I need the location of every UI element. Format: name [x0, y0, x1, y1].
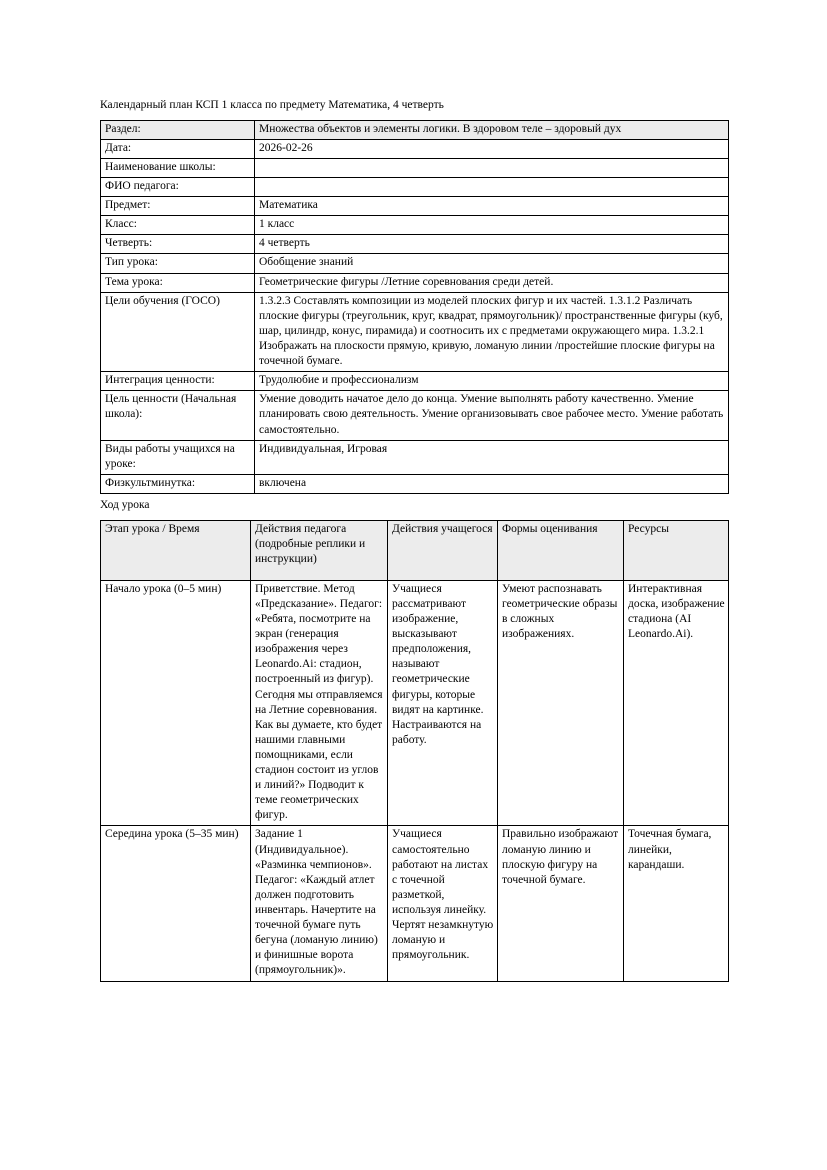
table-row: [101, 216, 729, 235]
flow-cell-stage: Начало урока (0–5 мин): [101, 580, 251, 826]
table-row: [101, 235, 729, 254]
info-row-label: Класс:: [101, 216, 255, 235]
info-row-value: Математика: [255, 197, 729, 216]
info-row-value: [255, 178, 729, 197]
info-row-label: Раздел:: [101, 120, 255, 139]
table-header-row: [101, 520, 729, 580]
info-row-value: 1 класс: [255, 216, 729, 235]
flow-cell-assessment: Умеют распознавать геометрические образы в сложных изображениях.: [498, 580, 624, 826]
table-row: [101, 474, 729, 493]
flow-cell-student-actions: Учащиеся самостоятельно работают на листах с точечной разметкой, используя линейку. Чертят незамкнутую ломаную и прямоугольник.: [388, 826, 498, 981]
flow-cell-student-actions: Учащиеся рассматривают изображение, высказывают предположения, называют геометрические фигуры, которые видят на картинке. Настраиваются на работу.: [388, 580, 498, 826]
page-title: Календарный план КСП 1 класса по предмету Математика, 4 четверть: [100, 99, 444, 111]
table-row: [101, 139, 729, 158]
flow-cell-teacher-actions: Приветствие. Метод «Предсказание». Педагог: «Ребята, посмотрите на экран (генерация изображения через Leonardo.Ai: стадион, построенный из фигур). Сегодня мы отправляемся на Летние соревнования. Как вы думаете, кто будет нашими главными помощниками, если стадион состоит из углов и линий?» Подводит к теме геометрических фигур.: [251, 580, 388, 826]
lesson-info-table: [100, 120, 729, 494]
col-header-stage: Этап урока / Время: [101, 520, 251, 580]
info-row-label: Цель ценности (Начальная школа):: [101, 391, 255, 440]
info-row-value: Обобщение знаний: [255, 254, 729, 273]
table-row: [101, 372, 729, 391]
table-row: [101, 254, 729, 273]
info-row-label: Четверть:: [101, 235, 255, 254]
info-row-label: Виды работы учащихся на уроке:: [101, 440, 255, 474]
col-header-student-actions: Действия учащегося: [388, 520, 498, 580]
flow-cell-stage: Середина урока (5–35 мин): [101, 826, 251, 981]
info-row-value: 1.3.2.3 Составлять композиции из моделей плоских фигур и их частей. 1.3.1.2 Различать плоские фигуры (треугольник, круг, квадрат, прямоугольник)/ пространственные фигуры (куб, шар, цилиндр, конус, пирамида) и соотносить их с предметами окружающего мира. 1.3.2.1 Изображать на плоскости прямую, кривую, ломаную линии /простейшие плоские фигуры на точечной бумаге.: [255, 292, 729, 372]
table-row: [101, 120, 729, 139]
info-row-label: Цели обучения (ГОСО): [101, 292, 255, 372]
info-row-value: 4 четверть: [255, 235, 729, 254]
table-row: [101, 826, 729, 981]
info-row-label: Предмет:: [101, 197, 255, 216]
info-row-label: Тип урока:: [101, 254, 255, 273]
lesson-flow-body: [101, 580, 729, 981]
info-row-value: Геометрические фигуры /Летние соревнования среди детей.: [255, 273, 729, 292]
table-row: [101, 391, 729, 440]
table-row: [101, 197, 729, 216]
col-header-teacher-actions: Действия педагога (подробные реплики и инструкции): [251, 520, 388, 580]
info-row-value: Множества объектов и элементы логики. В здоровом теле – здоровый дух: [255, 120, 729, 139]
table-row: [101, 158, 729, 177]
info-row-label: Наименование школы:: [101, 158, 255, 177]
table-row: [101, 580, 729, 826]
flow-cell-resources: Точечная бумага, линейки, карандаши.: [624, 826, 729, 981]
col-header-assessment: Формы оценивания: [498, 520, 624, 580]
flow-cell-assessment: Правильно изображают ломаную линию и плоскую фигуру на точечной бумаге.: [498, 826, 624, 981]
info-row-label: Дата:: [101, 139, 255, 158]
info-row-value: Индивидуальная, Игровая: [255, 440, 729, 474]
lesson-flow-header: [101, 520, 729, 580]
info-row-label: Физкультминутка:: [101, 474, 255, 493]
info-row-value: [255, 158, 729, 177]
info-row-value: Умение доводить начатое дело до конца. Умение выполнять работу качественно. Умение планировать свою деятельность. Умение организовывать свое рабочее место. Умение работать самостоятельно.: [255, 391, 729, 440]
info-row-label: ФИО педагога:: [101, 178, 255, 197]
info-row-value: включена: [255, 474, 729, 493]
table-row: [101, 273, 729, 292]
flow-cell-resources: Интерактивная доска, изображение стадиона (AI Leonardo.Ai).: [624, 580, 729, 826]
info-row-value: Трудолюбие и профессионализм: [255, 372, 729, 391]
table-row: [101, 178, 729, 197]
info-row-label: Тема урока:: [101, 273, 255, 292]
info-row-label: Интеграция ценности:: [101, 372, 255, 391]
col-header-resources: Ресурсы: [624, 520, 729, 580]
info-row-value: 2026-02-26: [255, 139, 729, 158]
section-heading-lesson-flow: Ход урока: [100, 499, 150, 512]
flow-cell-teacher-actions: Задание 1 (Индивидуальное). «Разминка чемпионов». Педагог: «Каждый атлет должен подготовить инвентарь. Начертите на точечной бумаге путь бегуна (ломаную линию) и финишные ворота (прямоугольник)».: [251, 826, 388, 981]
lesson-flow-table: [100, 520, 729, 982]
table-row: [101, 292, 729, 372]
lesson-info-body: [101, 120, 729, 493]
table-row: [101, 440, 729, 474]
